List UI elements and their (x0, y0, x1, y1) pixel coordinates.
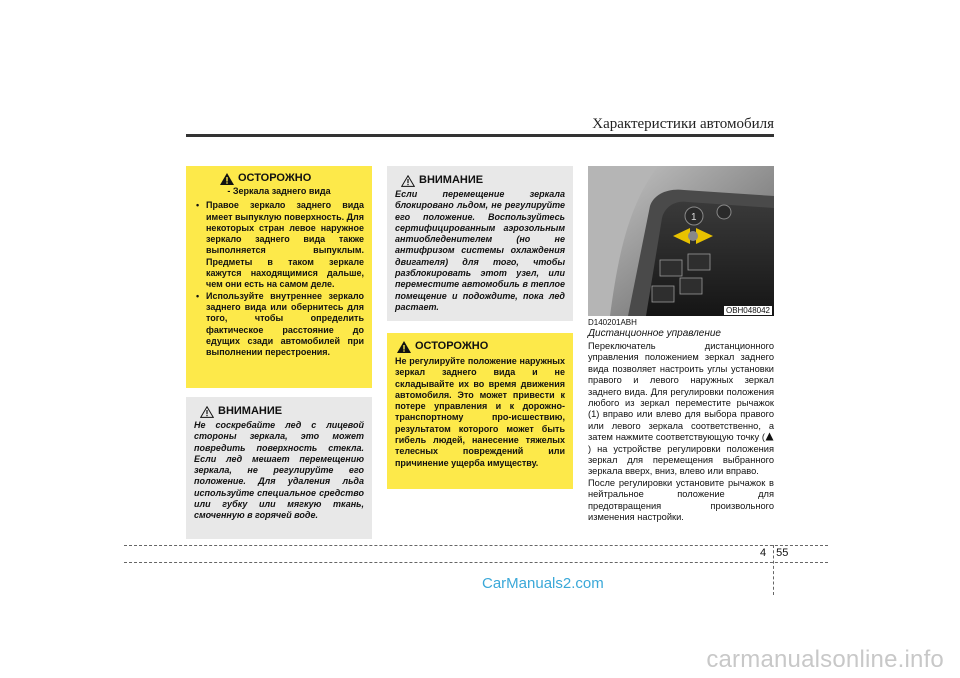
body-text-part: Переключатель дистанционного управления положением зеркал заднего вида позволяет настроить углы установки правого и левого наружных зеркал заднего вида. Для регулировки положения любого из зеркал переместите рычажок (1) вправо или влево для выбора правого или левого зеркала соответственно, а затем нажмите соответствующую точку ( (588, 341, 774, 443)
arrow-up-icon (765, 432, 774, 441)
body-text-part: После регулировки установите рычажок в нейтральное положение для предотвращения произвольного изменения настройки. (588, 477, 774, 523)
warning-box-adjust (387, 333, 573, 489)
warning-box-mirrors (186, 166, 372, 388)
watermark-bottom[interactable]: carmanualsonline.info (706, 646, 944, 673)
footer-dashed-rule (124, 545, 828, 546)
page-number-value: 55 (776, 547, 789, 559)
caution-title: ВНИМАНИЕ (218, 405, 283, 417)
warning-item: • Используйте внутреннее зеркало заднего вида или обернитесь для того, чтобы определить фактическое расстояние до едущих сзади автомобилей при выполнении перестроения. (194, 291, 364, 359)
section-title: Дистанционное управление (588, 328, 721, 339)
warning-subtitle: - Зеркала заднего вида (227, 186, 331, 196)
warning-item: • Правое зеркало заднего вида имеет выпуклую поверхность. Для некоторых стран левое наружное зеркало заднего вида также выполняется выпуклым. Предметы в таком зеркале кажутся находящимися дальше, чем они есть на самом деле. (194, 200, 364, 290)
warning-triangle-icon (397, 341, 411, 353)
warning-text: Не регулируйте положение наружных зеркал заднего вида и не складывайте их во время движения автомобиля. Это может привести к потере управления и к дорожно-транспортному про-исшествию, результатом которого может быть гибель людей, нанесение тяжелых телесных повреждений или причинение ущерба имуществу. (395, 356, 565, 468)
caution-triangle-icon (401, 175, 415, 187)
photo-code: OBH048042 (725, 306, 770, 315)
page-header-title: Характеристики автомобиля (592, 116, 774, 132)
svg-text:1: 1 (691, 212, 697, 223)
warning-triangle-icon (220, 173, 234, 185)
caution-box-ice (186, 397, 372, 539)
warning-title: ОСТОРОЖНО (415, 340, 489, 352)
caution-triangle-icon (200, 406, 214, 418)
caution-box-blocked (387, 166, 573, 321)
section-code: D140201ABH (588, 318, 637, 327)
caution-text: Не соскребайте лед с лицевой стороны зеркала, это может повредить поверхность стекла. Если лед мешает перемещению зеркала, не регулируйте его положение. Для удаления льда используйте специальное средство или губку или мягкую ткань, смоченную в горячей воде. (194, 420, 364, 521)
mirror-switch-photo (588, 166, 774, 316)
caution-title: ВНИМАНИЕ (419, 174, 484, 186)
door-panel-illustration (588, 166, 774, 316)
watermark-top[interactable]: CarManuals2.com (482, 575, 604, 592)
header-rule (186, 134, 774, 137)
footer-dashed-rule (124, 562, 828, 563)
section-body (588, 341, 774, 524)
chapter-number: 4 (760, 547, 767, 559)
caution-text: Если перемещение зеркала блокировано льдом, не регулируйте его положение. Воспользуйтесь сертифицированным аэрозольным антиобледенителем (но не антифризом системы охлаждения двигателя) для того, чтобы разблокировать этот узел, или переместите автомобиль в теплое помещение и подождите, пока лед растает. (395, 189, 565, 312)
body-text-part: ) на устройстве регулировки положения зеркал для перемещения выбранного зеркала вверх, вниз, влево или вправо. (588, 443, 774, 477)
warning-title: ОСТОРОЖНО (238, 172, 312, 184)
page-number (760, 547, 788, 559)
